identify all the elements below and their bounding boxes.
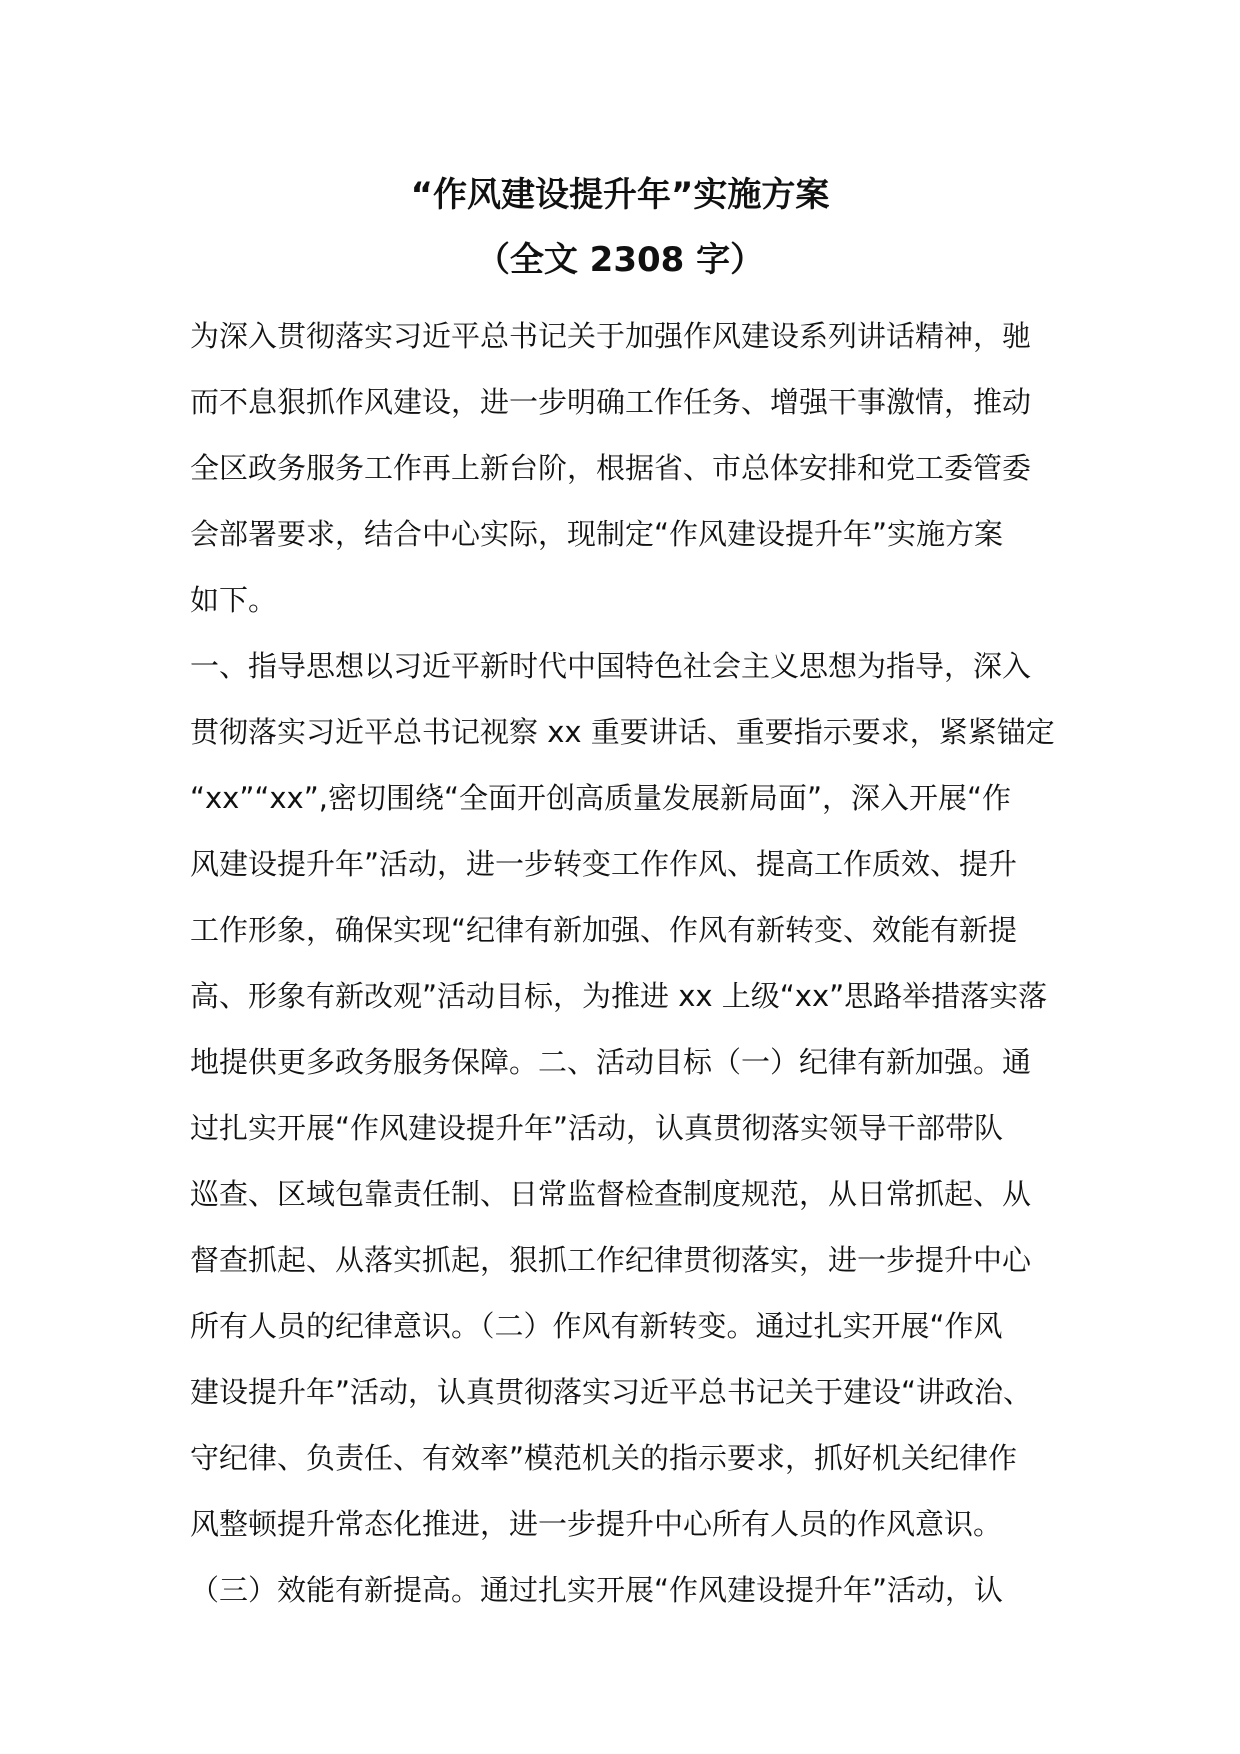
body-line: 会部署要求，结合中心实际，现制定“作风建设提升年”实施方案 [190, 517, 1004, 551]
body-line: 风建设提升年”活动，进一步转变工作作风、提高工作质效、提升 [190, 847, 1018, 881]
body-line: 高、形象有新改观”活动目标，为推进 xx 上级“xx”思路举措落实落 [190, 979, 1048, 1013]
body-line: 如下。 [190, 583, 278, 617]
body-line: 所有人员的纪律意识。（二）作风有新转变。通过扎实开展“作风 [190, 1309, 1003, 1343]
document-title: “作风建设提升年”实施方案 [410, 175, 830, 215]
body-line: 工作形象，确保实现“纪律有新加强、作风有新转变、效能有新提 [190, 913, 1018, 947]
body-line: 巡查、区域包靠责任制、日常监督检查制度规范，从日常抓起、从 [190, 1177, 1032, 1211]
body-line: 风整顿提升常态化推进，进一步提升中心所有人员的作风意识。 [190, 1507, 1003, 1541]
body-line: （三）效能有新提高。通过扎实开展“作风建设提升年”活动，认 [190, 1573, 1004, 1607]
body-line: 全区政务服务工作再上新台阶，根据省、市总体安排和党工委管委 [190, 451, 1032, 485]
body-line: 为深入贯彻落实习近平总书记关于加强作风建设系列讲话精神，驰 [190, 319, 1032, 353]
body-line: “xx”“xx”,密切围绕“全面开创高质量发展新局面”，深入开展“作 [190, 781, 1012, 815]
body-line: 督查抓起、从落实抓起，狠抓工作纪律贯彻落实，进一步提升中心 [190, 1243, 1032, 1277]
body-line: 而不息狠抓作风建设，进一步明确工作任务、增强干事激情，推动 [190, 385, 1032, 419]
body-line: 过扎实开展“作风建设提升年”活动，认真贯彻落实领导干部带队 [190, 1111, 1004, 1145]
document-subtitle: （全文 2308 字） [475, 240, 765, 280]
body-line: 守纪律、负责任、有效率”模范机关的指示要求，抓好机关纪律作 [190, 1441, 1018, 1475]
body-line: 一、指导思想以习近平新时代中国特色社会主义思想为指导，深入 [190, 649, 1032, 683]
body-line: 建设提升年”活动，认真贯彻落实习近平总书记关于建设“讲政治、 [190, 1375, 1033, 1409]
body-line: 贯彻落实习近平总书记视察 xx 重要讲话、重要指示要求，紧紧锚定 [190, 715, 1055, 749]
document-body [190, 303, 1090, 1623]
body-line: 地提供更多政务服务保障。二、活动目标（一）纪律有新加强。通 [190, 1045, 1032, 1079]
